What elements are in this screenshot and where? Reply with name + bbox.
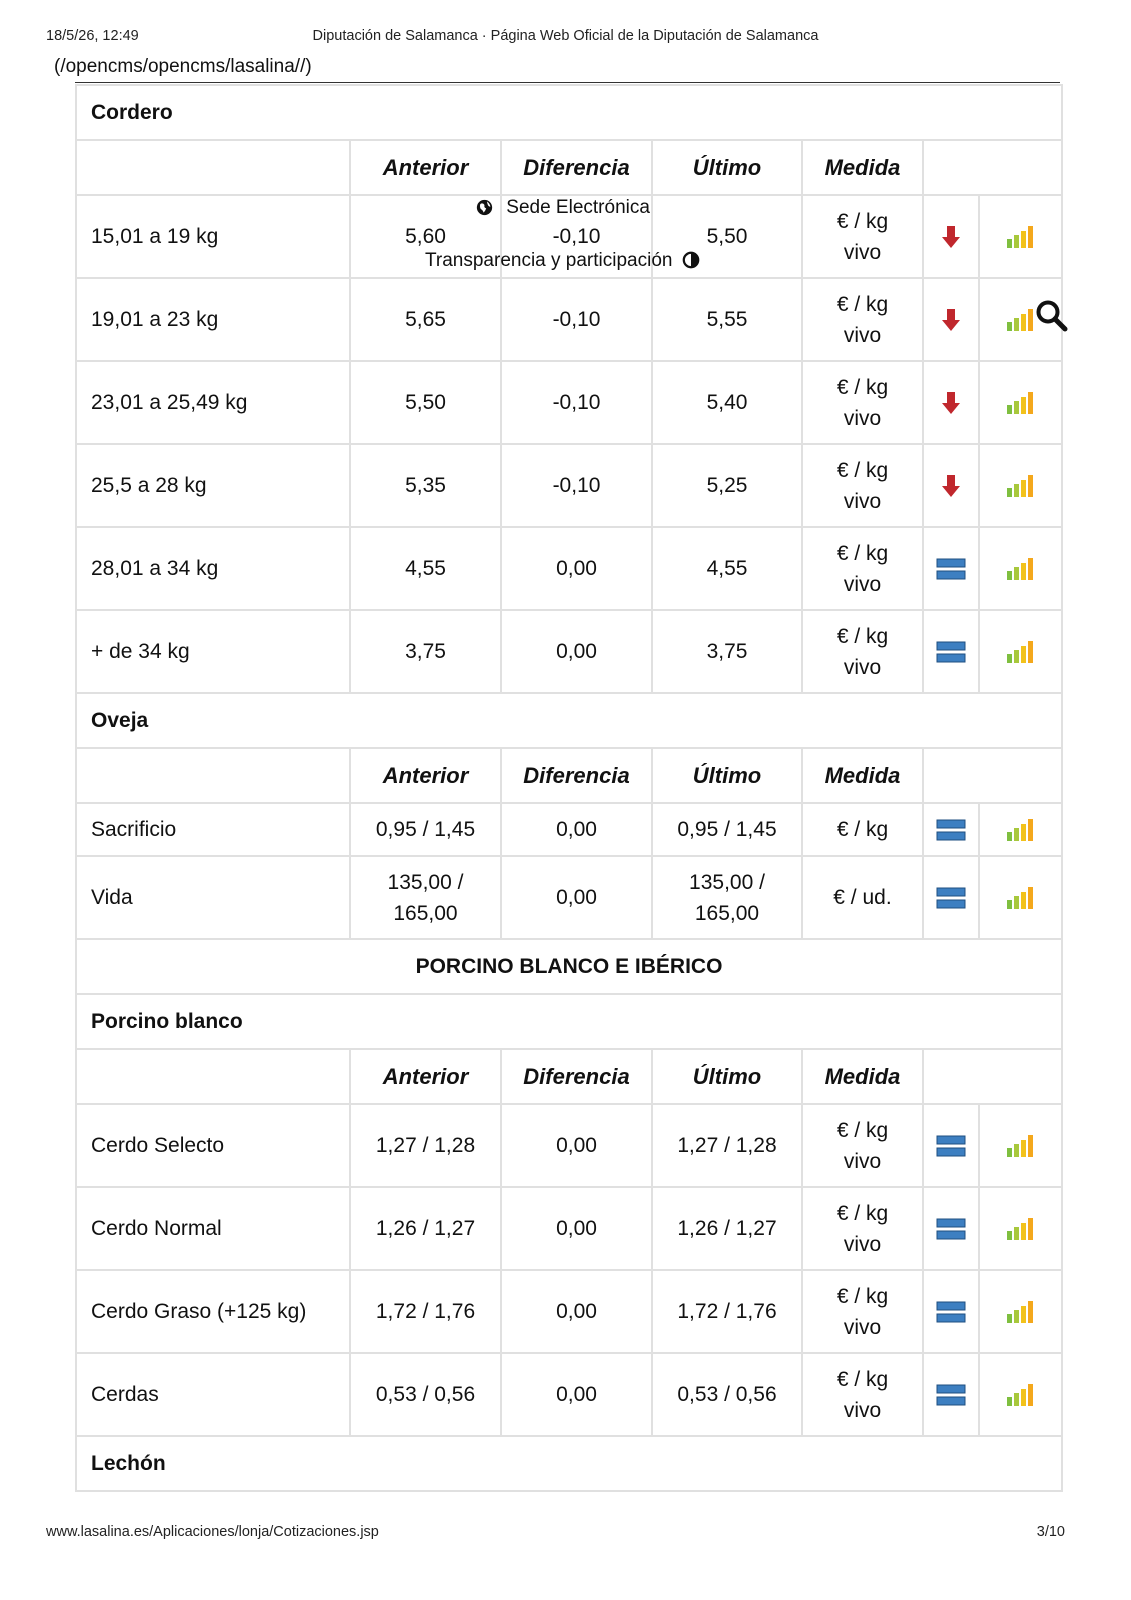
medida-line-1: € / kg <box>836 292 889 316</box>
header-divider <box>75 82 1060 83</box>
stable-equal-icon <box>936 819 966 841</box>
print-header <box>46 28 1085 48</box>
header-diferencia: Diferencia <box>501 1049 652 1104</box>
chart-link-cell[interactable] <box>979 444 1062 527</box>
medida-value <box>802 1104 923 1187</box>
table-row <box>76 527 1062 610</box>
anterior-value: 5,35 <box>350 444 501 527</box>
bar-chart-icon[interactable] <box>1006 1300 1036 1324</box>
medida-line-1: € / kg <box>836 375 889 399</box>
medida-line-1: € / kg <box>836 1201 889 1225</box>
chart-link-cell[interactable] <box>979 527 1062 610</box>
diferencia-value: 0,00 <box>501 1104 652 1187</box>
ultimo-value: 1,26 / 1,27 <box>652 1187 802 1270</box>
chart-link-cell[interactable] <box>979 1353 1062 1436</box>
diferencia-value: 0,00 <box>501 803 652 856</box>
print-date: 18/5/26, 12:49 <box>46 28 139 44</box>
medida-line-2: vivo <box>843 1398 882 1422</box>
transparencia-label: Transparencia y participación <box>425 250 673 271</box>
product-name: Cerdo Selecto <box>76 1104 350 1187</box>
header-ultimo: Último <box>652 1049 802 1104</box>
medida-line-1: € / kg <box>836 1284 889 1308</box>
bar-chart-icon[interactable] <box>1006 308 1036 332</box>
ultimo-value: 1,72 / 1,76 <box>652 1270 802 1353</box>
trend-down-cell <box>923 195 979 278</box>
header-blank <box>76 140 350 195</box>
header-blank-icons <box>923 140 1062 195</box>
bar-chart-icon[interactable] <box>1006 1217 1036 1241</box>
medida-line-2: vivo <box>843 1315 882 1339</box>
trend-stable-cell <box>923 1353 979 1436</box>
trend-stable-cell <box>923 527 979 610</box>
footer-page-number: 3/10 <box>1036 1524 1065 1540</box>
chart-link-cell[interactable] <box>979 1104 1062 1187</box>
table-row <box>76 856 1062 939</box>
arrow-down-icon <box>940 307 962 333</box>
bar-chart-icon[interactable] <box>1006 886 1036 910</box>
trend-down-cell <box>923 278 979 361</box>
diferencia-value: 0,00 <box>501 1187 652 1270</box>
ultimo-value <box>652 856 802 939</box>
bar-chart-icon[interactable] <box>1006 557 1036 581</box>
chart-link-cell[interactable] <box>979 803 1062 856</box>
table-row <box>76 1270 1062 1353</box>
ultimo-line-1: 0,95 / 1,45 <box>677 818 777 841</box>
transparencia-link[interactable] <box>425 250 700 275</box>
medida-value <box>802 444 923 527</box>
search-icon[interactable] <box>1034 298 1070 334</box>
header-ultimo: Último <box>652 140 802 195</box>
medida-line-2: vivo <box>843 1149 882 1173</box>
arrow-down-icon <box>940 224 962 250</box>
table-row <box>76 361 1062 444</box>
diferencia-value: 0,00 <box>501 1353 652 1436</box>
diferencia-value: -0,10 <box>501 361 652 444</box>
diferencia-value: -0,10 <box>501 195 652 278</box>
print-title: Diputación de Salamanca · Página Web Oficial de la Diputación de Salamanca <box>312 28 819 44</box>
diferencia-value: -0,10 <box>501 444 652 527</box>
product-name: 25,5 a 28 kg <box>76 444 350 527</box>
header-blank <box>76 1049 350 1104</box>
header-anterior: Anterior <box>350 140 501 195</box>
oveja-header-row <box>76 748 1062 803</box>
product-name: 28,01 a 34 kg <box>76 527 350 610</box>
header-anterior: Anterior <box>350 1049 501 1104</box>
stable-equal-icon <box>936 1218 966 1240</box>
trend-stable-cell <box>923 803 979 856</box>
header-anterior: Anterior <box>350 748 501 803</box>
medida-value: € / ud. <box>802 856 923 939</box>
stable-equal-icon <box>936 1384 966 1406</box>
medida-value <box>802 361 923 444</box>
ultimo-value: 0,53 / 0,56 <box>652 1353 802 1436</box>
porcino-section-title: PORCINO BLANCO E IBÉRICO <box>76 939 1062 994</box>
table-row <box>76 1104 1062 1187</box>
oveja-row <box>76 693 1062 748</box>
medida-value <box>802 610 923 693</box>
diferencia-value: 0,00 <box>501 1270 652 1353</box>
product-name: Cerdo Normal <box>76 1187 350 1270</box>
trend-down-cell <box>923 444 979 527</box>
table-row <box>76 1187 1062 1270</box>
footer-url: www.lasalina.es/Aplicaciones/lonja/Cotizaciones.jsp <box>46 1524 379 1540</box>
cordero-row <box>76 85 1062 140</box>
anterior-line-2: 165,00 <box>393 901 458 925</box>
header-blank <box>76 748 350 803</box>
anterior-value: 5,60 <box>350 195 501 278</box>
lechon-row <box>76 1436 1062 1491</box>
bar-chart-icon[interactable] <box>1006 474 1036 498</box>
anterior-line-1: 135,00 / <box>387 870 464 894</box>
medida-value <box>802 1270 923 1353</box>
table-row <box>76 444 1062 527</box>
sede-electronica-label: Sede Electrónica <box>506 197 650 218</box>
table-row <box>76 610 1062 693</box>
anterior-value: 5,50 <box>350 361 501 444</box>
header-medida: Medida <box>802 748 923 803</box>
ultimo-value: 3,75 <box>652 610 802 693</box>
table-row <box>76 1353 1062 1436</box>
product-name: Vida <box>76 856 350 939</box>
ultimo-value: 5,50 <box>652 195 802 278</box>
header-blank-icons <box>923 1049 1062 1104</box>
diferencia-value: 0,00 <box>501 856 652 939</box>
chart-link-cell[interactable] <box>979 1270 1062 1353</box>
table-row <box>76 278 1062 361</box>
chart-link-cell[interactable] <box>979 610 1062 693</box>
product-name: Sacrificio <box>76 803 350 856</box>
chart-link-cell[interactable] <box>979 1187 1062 1270</box>
ultimo-value: 5,25 <box>652 444 802 527</box>
globe-icon <box>476 199 493 222</box>
anterior-value: 0,53 / 0,56 <box>350 1353 501 1436</box>
medida-line-2: vivo <box>843 323 882 347</box>
cordero-title: Cordero <box>76 85 1062 140</box>
anterior-value <box>350 856 501 939</box>
ultimo-value: 4,55 <box>652 527 802 610</box>
ultimo-value: 1,27 / 1,28 <box>652 1104 802 1187</box>
medida-line-2: vivo <box>843 489 882 513</box>
medida-line-2: vivo <box>843 406 882 430</box>
arrow-down-icon <box>940 473 962 499</box>
porcino-blanco-row <box>76 994 1062 1049</box>
chart-link-cell[interactable] <box>979 856 1062 939</box>
medida-line-1: € / kg <box>836 541 889 565</box>
cordero-header-row <box>76 140 1062 195</box>
anterior-value: 1,72 / 1,76 <box>350 1270 501 1353</box>
trend-stable-cell <box>923 856 979 939</box>
product-name: 19,01 a 23 kg <box>76 278 350 361</box>
anterior-value: 1,26 / 1,27 <box>350 1187 501 1270</box>
chart-link-cell[interactable] <box>979 361 1062 444</box>
header-diferencia: Diferencia <box>501 140 652 195</box>
oveja-title: Oveja <box>76 693 1062 748</box>
medida-line-2: vivo <box>843 240 882 264</box>
stable-equal-icon <box>936 1301 966 1323</box>
contrast-icon <box>682 251 700 275</box>
anterior-value: 3,75 <box>350 610 501 693</box>
medida-value <box>802 278 923 361</box>
breadcrumb-link[interactable]: (/opencms/opencms/lasalina//) <box>54 56 312 77</box>
anterior-value <box>350 803 501 856</box>
chart-link-cell[interactable] <box>979 195 1062 278</box>
arrow-down-icon <box>940 390 962 416</box>
medida-line-1: € / kg <box>836 1118 889 1142</box>
medida-line-2: vivo <box>843 655 882 679</box>
stable-equal-icon <box>936 1135 966 1157</box>
bar-chart-icon[interactable] <box>1006 1383 1036 1407</box>
header-ultimo: Último <box>652 748 802 803</box>
medida-line-1: € / kg <box>836 624 889 648</box>
medida-value <box>802 1187 923 1270</box>
product-name: + de 34 kg <box>76 610 350 693</box>
lechon-title: Lechón <box>76 1436 1062 1491</box>
bar-chart-icon[interactable] <box>1006 225 1036 249</box>
anterior-value: 1,27 / 1,28 <box>350 1104 501 1187</box>
diferencia-value: 0,00 <box>501 527 652 610</box>
stable-equal-icon <box>936 641 966 663</box>
sede-electronica-link[interactable] <box>476 197 650 222</box>
porcino-blanco-title: Porcino blanco <box>76 994 1062 1049</box>
medida-line-2: vivo <box>843 572 882 596</box>
medida-value: € / kg <box>802 803 923 856</box>
medida-line-1: € / kg <box>836 1367 889 1391</box>
stable-equal-icon <box>936 887 966 909</box>
diferencia-value: 0,00 <box>501 610 652 693</box>
product-name: Cerdas <box>76 1353 350 1436</box>
medida-value <box>802 195 923 278</box>
bar-chart-icon[interactable] <box>1006 1134 1036 1158</box>
trend-stable-cell <box>923 1104 979 1187</box>
bar-chart-icon[interactable] <box>1006 640 1036 664</box>
table-row <box>76 803 1062 856</box>
ultimo-line-1: 135,00 / <box>689 870 765 894</box>
header-medida: Medida <box>802 1049 923 1104</box>
ultimo-value: 5,55 <box>652 278 802 361</box>
ultimo-value <box>652 803 802 856</box>
medida-value <box>802 1353 923 1436</box>
product-name: 23,01 a 25,49 kg <box>76 361 350 444</box>
trend-down-cell <box>923 361 979 444</box>
header-blank-icons <box>923 748 1062 803</box>
bar-chart-icon[interactable] <box>1006 391 1036 415</box>
product-name: Cerdo Graso (+125 kg) <box>76 1270 350 1353</box>
cotizaciones-table <box>75 84 1063 1492</box>
ultimo-value: 5,40 <box>652 361 802 444</box>
medida-line-1: € / kg <box>836 209 889 233</box>
diferencia-value: -0,10 <box>501 278 652 361</box>
trend-stable-cell <box>923 1270 979 1353</box>
anterior-value: 5,65 <box>350 278 501 361</box>
medida-line-2: vivo <box>843 1232 882 1256</box>
stable-equal-icon <box>936 558 966 580</box>
ultimo-line-2: 165,00 <box>694 901 760 925</box>
medida-line-1: € / kg <box>836 458 889 482</box>
anterior-value: 4,55 <box>350 527 501 610</box>
header-medida: Medida <box>802 140 923 195</box>
anterior-line-1: 0,95 / 1,45 <box>375 818 476 841</box>
header-diferencia: Diferencia <box>501 748 652 803</box>
porcino-section-row <box>76 939 1062 994</box>
product-name: 15,01 a 19 kg <box>76 195 350 278</box>
porcino-blanco-header-row <box>76 1049 1062 1104</box>
bar-chart-icon[interactable] <box>1006 818 1036 842</box>
trend-stable-cell <box>923 610 979 693</box>
trend-stable-cell <box>923 1187 979 1270</box>
medida-value <box>802 527 923 610</box>
